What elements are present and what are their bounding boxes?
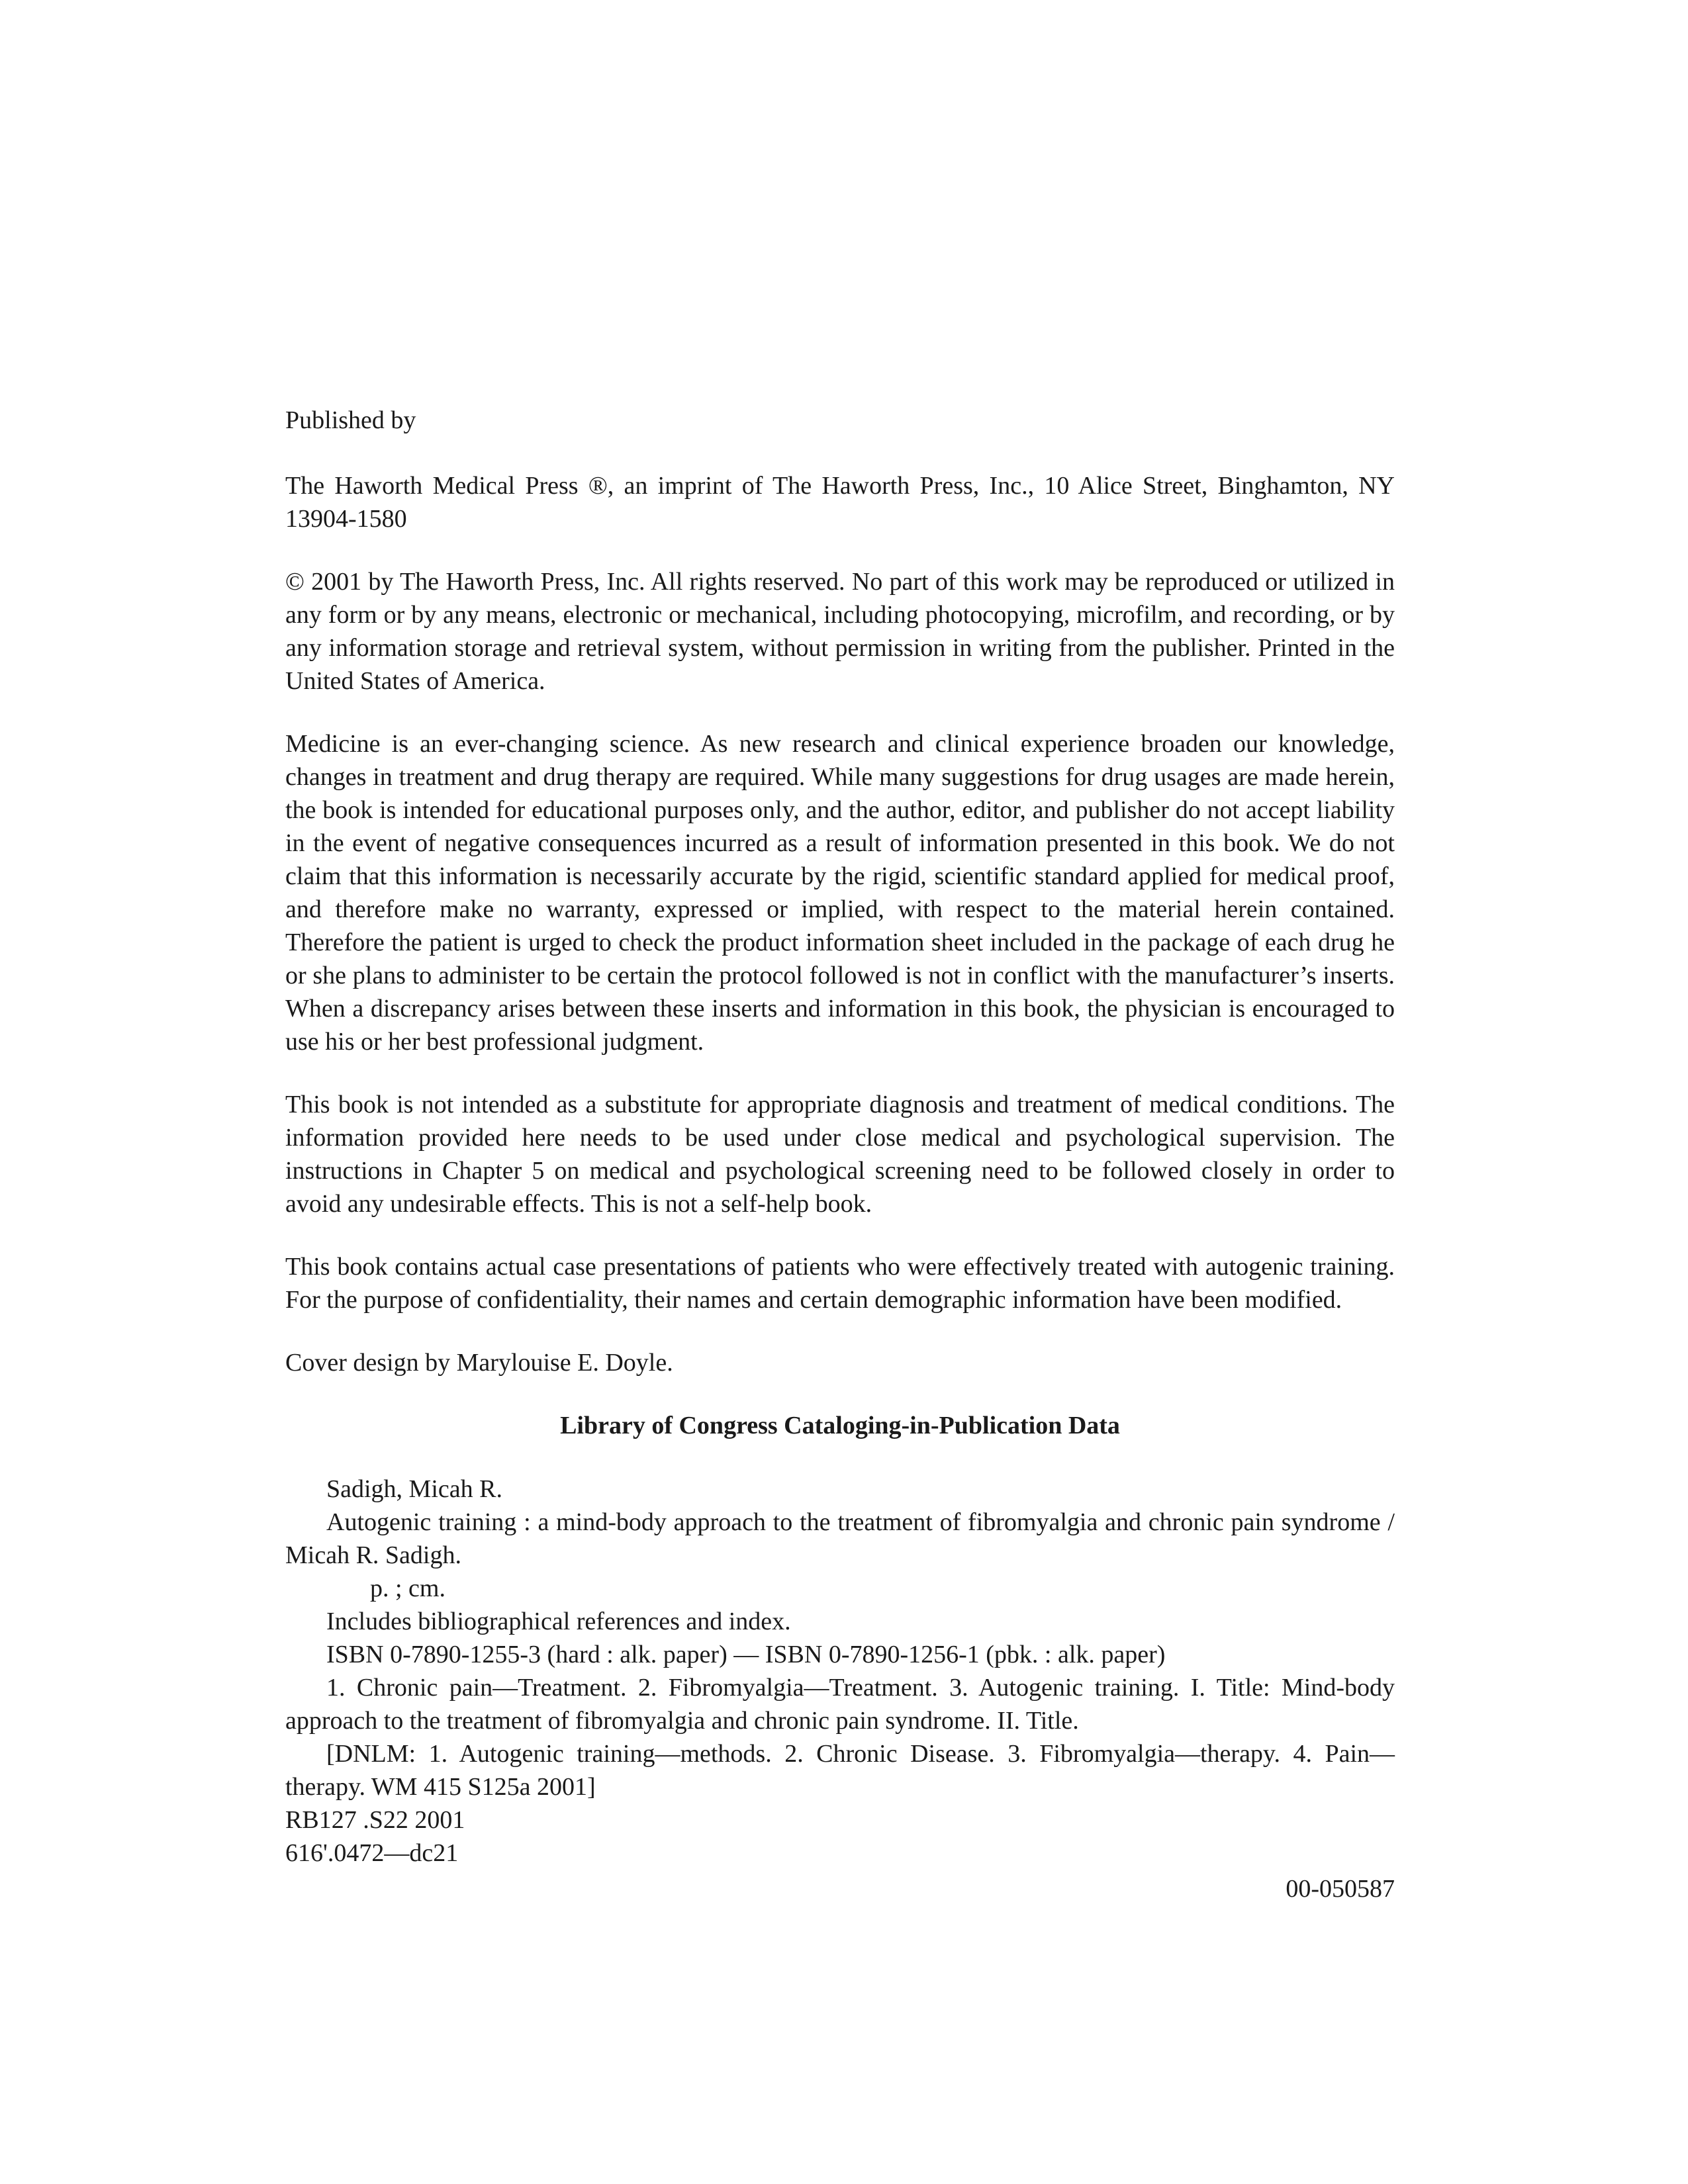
publisher-address: The Haworth Medical Press ®, an imprint of The Haworth Press, Inc., 10 Alice Street, Binghamton, NY 13904-1580 <box>285 472 1395 533</box>
cip-heading: Library of Congress Cataloging-in-Publication Data <box>560 1412 1120 1439</box>
case-confidentiality-notice: This book contains actual case presentations of patients who were effectively treated with autogenic training. For the purpose of confidentiality, their names and certain demographic information have been modified. <box>285 1253 1395 1314</box>
cip-record <box>285 1473 1395 1905</box>
copyright-notice: © 2001 by The Haworth Press, Inc. All rights reserved. No part of this work may be reproduced or utilized in any form or by any means, electronic or mechanical, including photocopying, microfilm, and recording, or by any information storage and retrieval system, without permission in writing from the publisher. Printed in the United States of America. <box>285 568 1395 695</box>
substitute-notice: This book is not intended as a substitute for appropriate diagnosis and treatment of medical conditions. The information provided here needs to be used under close medical and psychological supervision. The instructions in Chapter 5 on medical and psychological screening need to be followed closely in order to avoid any undesirable effects. This is not a self-help book. <box>285 1091 1395 1218</box>
cip-isbn: ISBN 0-7890-1255-3 (hard : alk. paper) — ISBN 0-7890-1256-1 (pbk. : alk. paper) <box>326 1641 1166 1668</box>
medical-disclaimer: Medicine is an ever-changing science. As new research and clinical experience broaden our knowledge, changes in treatment and drug therapy are required. While many suggestions for drug usages are made herein, the book is intended for educational purposes only, and the author, editor, and publisher do not accept liability in the event of negative consequences incurred as a result of information presented in this book. We do not claim that this information is necessarily accurate by the rigid, scientific standard applied for medical proof, and therefore make no warranty, expressed or implied, with respect to the material herein contained. Therefore the patient is urged to check the product information sheet included in the package of each drug he or she plans to administer to be certain the protocol followed is not in conflict with the manufacturer’s inserts. When a discrepancy arises between these inserts and information in this book, the physician is encouraged to use his or her best professional judgment. <box>285 730 1395 1056</box>
cover-design-credit: Cover design by Marylouise E. Doyle. <box>285 1349 673 1377</box>
published-by-label: Published by <box>285 406 416 434</box>
cip-dewey: 616'.0472—dc21 <box>285 1839 459 1867</box>
cip-lc-class: RB127 .S22 2001 <box>285 1806 465 1834</box>
cip-author: Sadigh, Micah R. <box>326 1475 502 1503</box>
cip-notes: Includes bibliographical references and index. <box>326 1608 791 1635</box>
cip-subjects: 1. Chronic pain—Treatment. 2. Fibromyalgia—Treatment. 3. Autogenic training. I. Title: Mind-body approach to the treatment of fibromyalgia and chronic pain syndrome. II. Title. <box>285 1674 1395 1735</box>
cip-physical-description: p. ; cm. <box>370 1574 445 1602</box>
cip-lccn: 00-050587 <box>1286 1875 1395 1903</box>
copyright-page <box>285 404 1395 1905</box>
cip-title: Autogenic training : a mind-body approach to the treatment of fibromyalgia and chronic pain syndrome / Micah R. Sadigh. <box>285 1508 1395 1569</box>
cip-dnlm: [DNLM: 1. Autogenic training—methods. 2. Chronic Disease. 3. Fibromyalgia—therapy. 4. Pain—therapy. WM 415 S125a 2001] <box>285 1740 1395 1801</box>
